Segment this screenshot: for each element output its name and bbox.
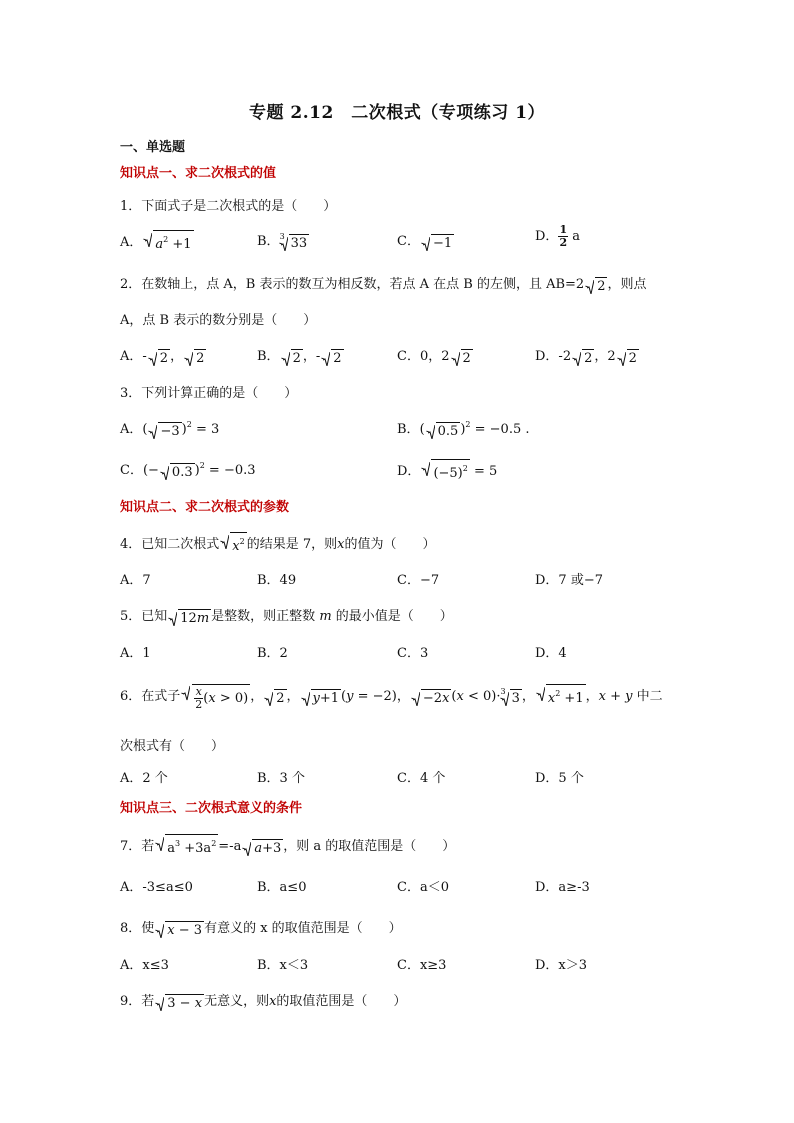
q7-stem: 7．若 $a^3 +3a^2 =-a$ a+3 ，则 a 的取值范围是（ ） (120, 834, 455, 856)
knowledge-point-3: 知识点三、二次根式意义的条件 (120, 801, 303, 816)
q1-option-c: C． −1 (397, 234, 453, 251)
q7-option-c: C．a＜0 (397, 880, 449, 895)
q1-stem: 1．下面式子是二次根式的是（ ） (120, 199, 337, 214)
knowledge-point-1: 知识点一、求二次根式的值 (120, 166, 277, 181)
q9-stem: 9．若 3 − x 无意义，则x的取值范围是（ ） (120, 994, 407, 1011)
q5-stem: 5．已知 12m 是整数，则正整数 m 的最小值是（ ） (120, 609, 453, 626)
q5-option-c: C．3 (397, 646, 429, 661)
q2-stem-line2: A，点 B 表示的数分别是（ ） (120, 313, 317, 328)
q3-option-b: B．( 0.5 )$^2$ = −0.5 . (397, 420, 530, 439)
q8-option-b: B．x＜3 (257, 958, 309, 973)
q1-option-a: A． $a^2 +1$ (120, 230, 194, 252)
q7-option-b: B．a≤0 (257, 880, 307, 895)
q2-option-c: C．0，2 2 (397, 349, 471, 366)
q8-option-a: A．x≤3 (120, 958, 169, 973)
q2-option-d: D．-2 2 ，2 2 (535, 349, 637, 366)
q7-option-a: A．-3≤a≤0 (120, 880, 193, 895)
q2-option-b: B． 2 ，- 2 (257, 349, 342, 366)
section-heading: 一、单选题 (120, 140, 186, 155)
q5-option-b: B．2 (257, 646, 288, 661)
q5-option-d: D．4 (535, 646, 567, 661)
q8-stem: 8．使 x − 3 有意义的 x 的取值范围是（ ） (120, 921, 402, 938)
q2-stem-line1: 2．在数轴上，点 A，B 表示的数互为相反数，若点 A 在点 B 的左侧，且 AB=2 2 ，则点 (120, 277, 647, 294)
q3-option-d: D． $(-5)^2 = 5$ (397, 459, 497, 481)
knowledge-point-2: 知识点二、求二次根式的参数 (120, 500, 290, 515)
q8-option-d: D．x＞3 (535, 958, 588, 973)
q6-option-a: A．2 个 (120, 771, 168, 786)
page-title: 专题 2.12 二次根式（专项练习 1） (248, 103, 546, 123)
q6-option-b: B．3 个 (257, 771, 305, 786)
q3-option-c: C．(− 0.3 )$^2$ = −0.3 (120, 461, 256, 480)
q4-option-c: C．−7 (397, 573, 440, 588)
q2-option-a: A．- 2 ， 2 (120, 349, 205, 366)
q7-option-d: D．a≥-3 (535, 880, 590, 895)
q4-option-b: B．49 (257, 573, 297, 588)
q4-stem: 4．已知二次根式 $x^2$ 的结果是 7，则x的值为（ ） (120, 532, 435, 554)
q6-stem-line2: 次根式有（ ） (120, 739, 225, 754)
q6-option-c: C．4 个 (397, 771, 446, 786)
q1-option-b: B．$^3$ 33 (257, 232, 308, 251)
q4-option-d: D．7 或−7 (535, 573, 603, 588)
q3-option-a: A．( −3 )$^2$ = 3 (120, 420, 220, 439)
q4-option-a: A．7 (120, 573, 151, 588)
q5-option-a: A．1 (120, 646, 151, 661)
q6-stem-line1: 6．在式子 $\frac{x}{2}$ (x > 0) ， 2 ， y+1 (y = −2)， −2x (x < 0)·$^3$ 3 ， $x^2 +1$ ，x + y 中二 (120, 685, 663, 711)
q1-option-d: D． $\frac{1}{2}$ a (535, 223, 580, 249)
q6-option-d: D．5 个 (535, 771, 584, 786)
q3-stem: 3．下列计算正确的是（ ） (120, 386, 298, 401)
q8-option-c: C．x≥3 (397, 958, 447, 973)
